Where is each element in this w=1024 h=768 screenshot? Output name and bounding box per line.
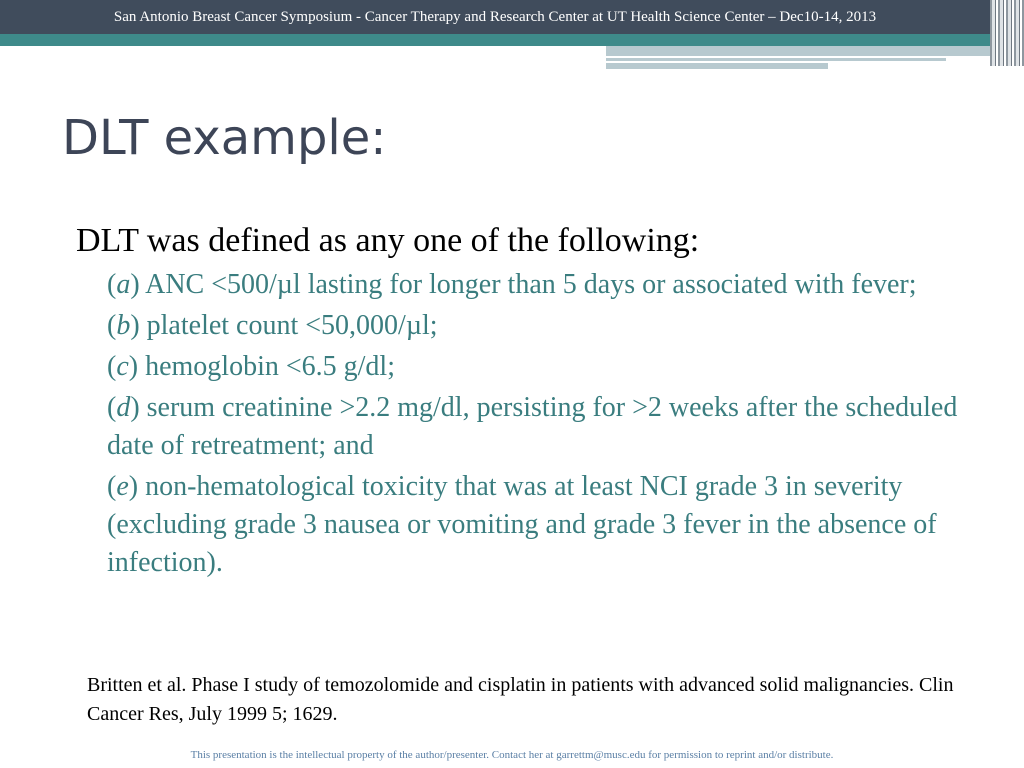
item-text: platelet count <50,000/µl; [139, 310, 438, 341]
item-letter: b [116, 310, 131, 341]
criteria-item: (d) serum creatinine >2.2 mg/dl, persisting for >2 weeks after the scheduled date of retreatment; and [107, 392, 958, 461]
header-bar [0, 0, 990, 34]
intro-text: DLT was defined as any one of the following: [76, 222, 700, 259]
item-letter: d [116, 392, 131, 423]
item-text: hemoglobin <6.5 g/dl; [138, 351, 395, 382]
decorative-line [606, 46, 990, 56]
item-text: ANC <500/µl lasting for longer than 5 days or associated with fever; [139, 269, 917, 300]
criteria-item: (b) platelet count <50,000/µl; [107, 310, 438, 341]
criteria-list [107, 266, 987, 585]
item-text: serum creatinine >2.2 mg/dl, persisting for >2 weeks after the scheduled date of retreatment; and [107, 392, 958, 461]
item-letter: e [116, 471, 129, 502]
footer-notice: This presentation is the intellectual property of the author/presenter. Contact her at garrettm@musc.edu for permission to reprint and/or distribute. [190, 749, 834, 761]
item-letter: a [116, 269, 131, 300]
decorative-line [606, 58, 946, 61]
item-text: non-hematological toxicity that was at least NCI grade 3 in severity (excluding grade 3 nausea or vomiting and grade 3 fever in the absence of infection). [107, 471, 937, 578]
decorative-stripes [990, 0, 1024, 66]
decorative-line [606, 63, 828, 69]
slide-title: DLT example: [62, 110, 387, 166]
header-text: San Antonio Breast Cancer Symposium - Cancer Therapy and Research Center at UT Health Science Center – Dec10-14, 2013 [113, 9, 877, 25]
citation: Britten et al. Phase I study of temozolomide and cisplatin in patients with advanced solid malignancies. Clin Cancer Res, July 1999 5; 1629. [87, 674, 954, 725]
criteria-item: (e) non-hematological toxicity that was at least NCI grade 3 in severity (excluding grade 3 nausea or vomiting and grade 3 fever in the absence of infection). [107, 471, 937, 578]
criteria-item: (c) hemoglobin <6.5 g/dl; [107, 351, 395, 382]
header-accent-band [0, 34, 990, 46]
criteria-item: (a) ANC <500/µl lasting for longer than 5 days or associated with fever; [107, 269, 917, 300]
item-letter: c [116, 351, 129, 382]
